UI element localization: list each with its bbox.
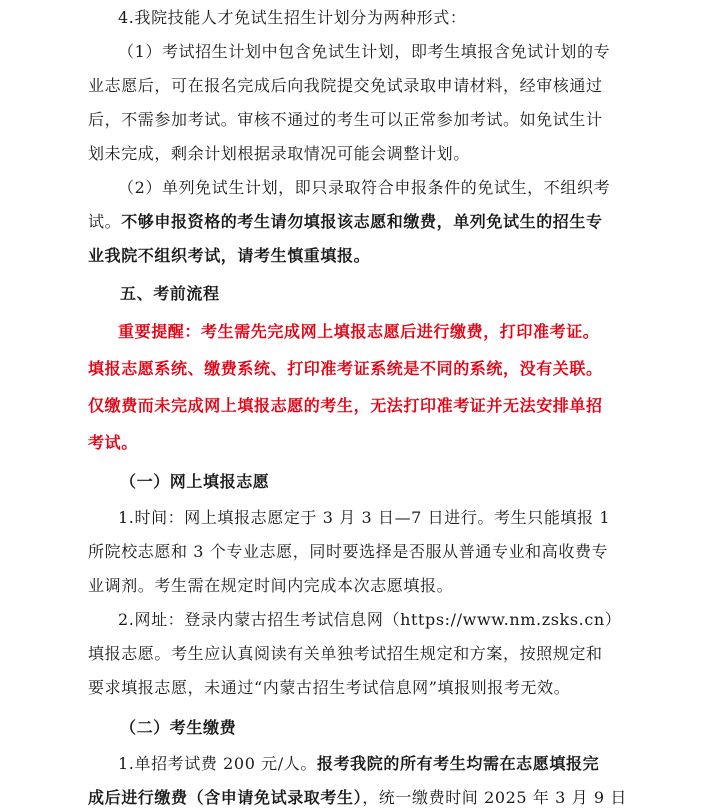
paragraph-line xyxy=(88,788,627,808)
paragraph-line xyxy=(88,212,603,232)
paragraph-line: 要求填报志愿，未通过“内蒙古招生考试信息网”填报则报考无效。 xyxy=(88,678,571,697)
important-reminder-line: 考试。 xyxy=(88,433,138,452)
important-reminder-line: 填报志愿系统、缴费系统、打印准考证系统是不同的系统，没有关联。 xyxy=(88,359,603,378)
paragraph-line: 1.时间：网上填报志愿定于 3 月 3 日—7 日进行。考生只能填报 1 xyxy=(118,508,611,527)
paragraph-line: 所院校志愿和 3 个专业志愿，同时要选择是否服从普通专业和高收费专 xyxy=(88,542,609,561)
bold-notice-text: 报考我院的所有考生均需在志愿填报完 xyxy=(316,754,600,773)
paragraph-line: 后，不需参加考试。审核不通过的考生可以正常参加考试。如免试生计 xyxy=(88,110,603,129)
subsection-heading: （一）网上填报志愿 xyxy=(120,472,270,491)
paragraph-text: 1.单招考试费 200 元/人。 xyxy=(118,754,317,773)
bold-notice-text: 成后进行缴费（含申请免试录取考生） xyxy=(88,788,363,807)
paragraph-line: （2）单列免试生计划，即只录取符合申报条件的免试生，不组织考 xyxy=(118,178,611,197)
bold-notice-text: 不够申报资格的考生请勿填报该志愿和缴费，单列免试生的招生专 xyxy=(121,212,603,231)
paragraph-line: 业志愿后，可在报名完成后向我院提交免试录取申请材料，经审核通过 xyxy=(88,76,603,95)
paragraph-line: （1）考试招生计划中包含免试生计划，即考生填报含免试计划的专 xyxy=(118,42,611,61)
paragraph-line: 填报志愿。考生应认真阅读有关单独考试招生规定和方案，按照规定和 xyxy=(88,644,603,663)
important-reminder-line: 重要提醒：考生需先完成网上填报志愿后进行缴费，打印准考证。 xyxy=(118,322,600,341)
paragraph-line: 划未完成，剩余计划根据录取情况可能会调整计划。 xyxy=(88,144,470,163)
paragraph-text: ，统一缴费时间 2025 年 3 月 9 日 xyxy=(362,788,627,807)
paragraph-line: 业调剂。考生需在规定时间内完成本次志愿填报。 xyxy=(88,576,454,595)
paragraph-line: 4.我院技能人才免试生招生计划分为两种形式： xyxy=(118,8,467,27)
important-reminder-line: 仅缴费而未完成网上填报志愿的考生，无法打印准考证并无法安排单招 xyxy=(88,396,603,415)
bold-notice-line: 业我院不组织考试，请考生慎重填报。 xyxy=(88,246,371,265)
paragraph-line: 2.网址：登录内蒙古招生考试信息网（https://www.nm.zsks.cn） xyxy=(118,610,622,629)
subsection-heading: （二）考生缴费 xyxy=(120,718,237,737)
paragraph-line xyxy=(118,754,599,774)
paragraph-text: 试。 xyxy=(88,212,122,231)
section-heading: 五、考前流程 xyxy=(120,284,220,303)
